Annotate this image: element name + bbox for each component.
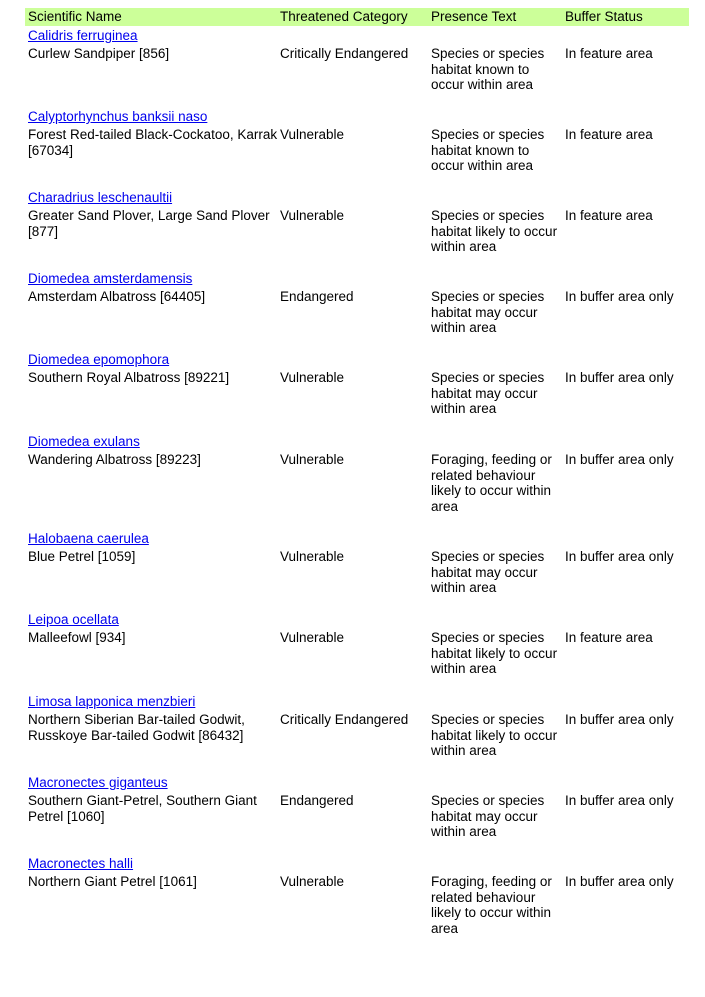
common-name: Forest Red-tailed Black-Cockatoo, Karrak [67034] [28, 127, 278, 158]
scientific-name-link[interactable]: Macronectes giganteus [28, 775, 168, 790]
buffer-status: In buffer area only [565, 452, 674, 467]
common-name: Northern Siberian Bar-tailed Godwit, Russkoye Bar-tailed Godwit [86432] [28, 712, 245, 743]
buffer-status: In buffer area only [565, 289, 674, 304]
common-name: Curlew Sandpiper [856] [28, 46, 170, 61]
header-scientific-name: Scientific Name [28, 9, 122, 24]
common-name: Southern Royal Albatross [89221] [28, 370, 230, 385]
buffer-status: In buffer area only [565, 712, 674, 727]
threatened-category: Endangered [280, 289, 354, 304]
scientific-name-link[interactable]: Leipoa ocellata [28, 612, 119, 627]
buffer-status: In feature area [565, 127, 653, 142]
header-threatened-category: Threatened Category [280, 9, 408, 24]
scientific-name-link[interactable]: Macronectes halli [28, 856, 134, 871]
common-name: Southern Giant-Petrel, Southern Giant Petrel [1060] [28, 793, 257, 824]
scientific-name-link[interactable]: Calidris ferruginea [28, 28, 138, 43]
threatened-category: Vulnerable [280, 370, 345, 385]
buffer-status: In feature area [565, 208, 653, 223]
buffer-status: In buffer area only [565, 370, 674, 385]
threatened-category: Vulnerable [280, 630, 345, 645]
scientific-name-link[interactable]: Limosa lapponica menzbieri [28, 694, 196, 709]
buffer-status: In feature area [565, 630, 653, 645]
threatened-category: Critically Endangered [280, 712, 409, 727]
scientific-name-link[interactable]: Halobaena caerulea [28, 531, 149, 546]
threatened-category: Vulnerable [280, 127, 345, 142]
common-name: Greater Sand Plover, Large Sand Plover [877] [28, 208, 270, 239]
threatened-category: Vulnerable [280, 452, 345, 467]
presence-text: Species or species habitat likely to occur within area [431, 208, 558, 254]
common-name: Blue Petrel [1059] [28, 549, 136, 564]
scientific-name-link[interactable]: Diomedea exulans [28, 434, 140, 449]
presence-text: Species or species habitat known to occur within area [431, 46, 545, 92]
scientific-name-link[interactable]: Diomedea amsterdamensis [28, 271, 193, 286]
common-name: Wandering Albatross [89223] [28, 452, 201, 467]
presence-text: Species or species habitat known to occur within area [431, 127, 545, 173]
scientific-name-link[interactable]: Diomedea epomophora [28, 352, 170, 367]
presence-text: Species or species habitat may occur within area [431, 793, 545, 839]
table-header [25, 8, 689, 26]
scientific-name-link[interactable]: Charadrius leschenaultii [28, 190, 173, 205]
common-name: Amsterdam Albatross [64405] [28, 289, 206, 304]
presence-text: Foraging, feeding or related behaviour likely to occur within area [431, 452, 552, 514]
header-presence-text: Presence Text [431, 9, 517, 24]
presence-text: Species or species habitat likely to occur within area [431, 630, 558, 676]
buffer-status: In buffer area only [565, 793, 674, 808]
threatened-category: Endangered [280, 793, 354, 808]
threatened-category: Vulnerable [280, 874, 345, 889]
common-name: Malleefowl [934] [28, 630, 126, 645]
threatened-category: Critically Endangered [280, 46, 409, 61]
threatened-category: Vulnerable [280, 208, 345, 223]
presence-text: Foraging, feeding or related behaviour likely to occur within area [431, 874, 552, 936]
header-buffer-status: Buffer Status [565, 9, 643, 24]
presence-text: Species or species habitat likely to occur within area [431, 712, 558, 758]
buffer-status: In feature area [565, 46, 653, 61]
presence-text: Species or species habitat may occur within area [431, 549, 545, 595]
scientific-name-link[interactable]: Calyptorhynchus banksii naso [28, 109, 208, 124]
buffer-status: In buffer area only [565, 549, 674, 564]
threatened-category: Vulnerable [280, 549, 345, 564]
presence-text: Species or species habitat may occur within area [431, 370, 545, 416]
common-name: Northern Giant Petrel [1061] [28, 874, 197, 889]
presence-text: Species or species habitat may occur within area [431, 289, 545, 335]
buffer-status: In buffer area only [565, 874, 674, 889]
